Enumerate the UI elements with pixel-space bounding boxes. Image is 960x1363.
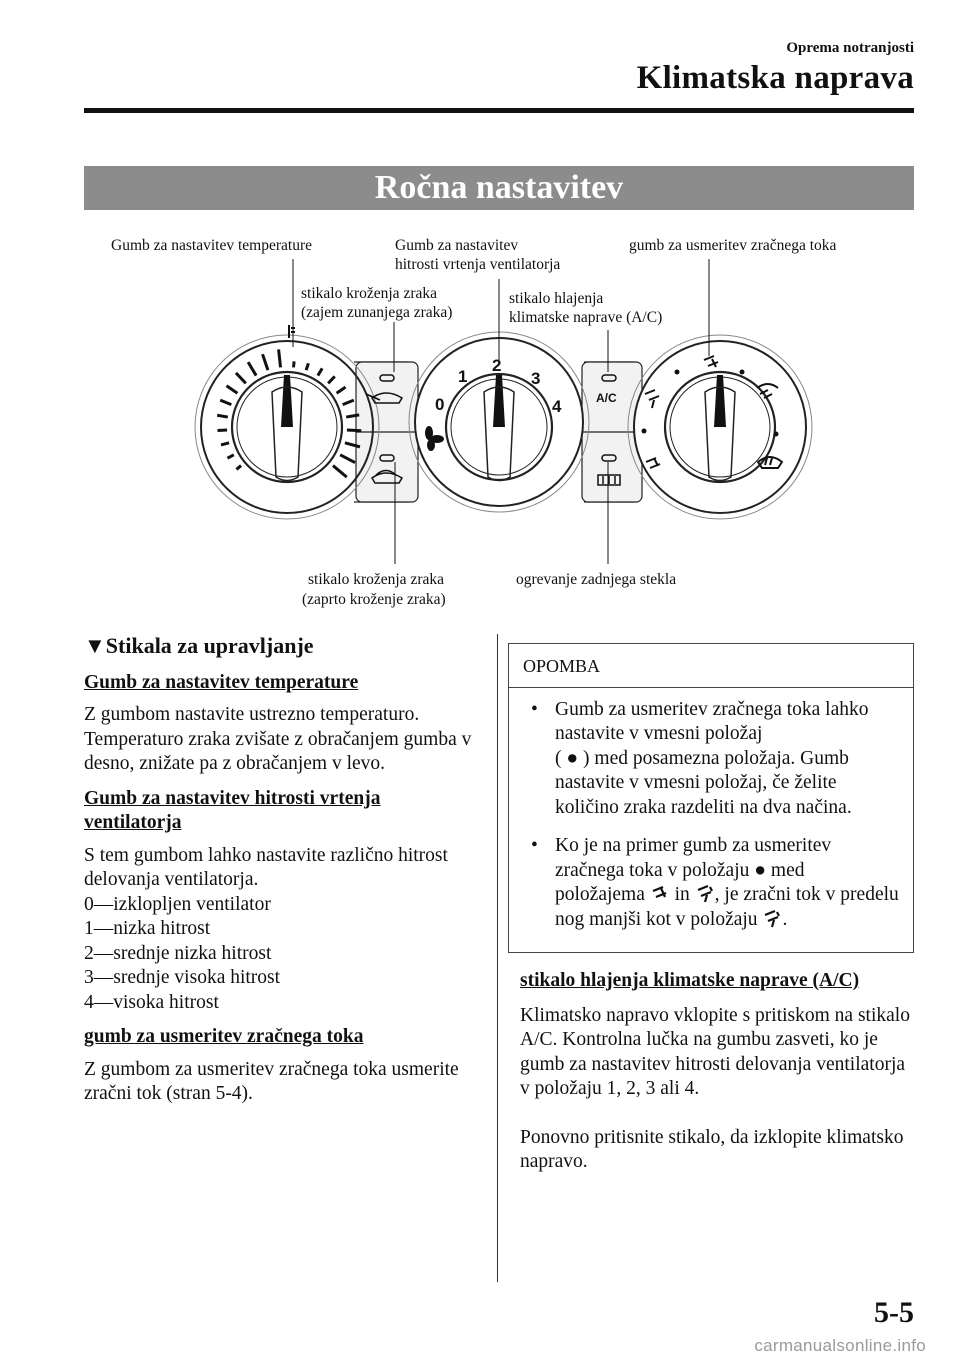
thermometer-icon	[289, 325, 295, 338]
rear-defrost-label: ogrevanje zadnjega stekla	[516, 571, 677, 588]
controls-heading: ▼Stikala za upravljanje	[84, 633, 314, 658]
fan-speed-0: 0	[435, 395, 445, 414]
temperature-tick	[347, 430, 361, 431]
temperature-tick	[227, 386, 238, 393]
mode-knob-text: Z gumbom za usmeritev zračnega toka usmerite zračni tok (stran 5-4).	[84, 1058, 459, 1104]
mode-knob-title: gumb za usmeritev zračnega toka	[84, 1026, 364, 1047]
mode-intermediate-dot	[642, 429, 647, 434]
temperature-tick	[248, 362, 256, 375]
temperature-tick	[333, 466, 347, 478]
fan-speed-item: 1—nizka hitrost	[84, 918, 211, 939]
temperature-tick	[279, 349, 281, 367]
fan-speed-4: 4	[552, 397, 562, 416]
temperature-tick	[220, 400, 231, 404]
temperature-tick	[263, 354, 268, 370]
fan-speed-item: 3—srednje visoka hitrost	[84, 967, 281, 988]
temperature-tick	[306, 363, 308, 370]
triangle-icon: ▼	[84, 633, 106, 658]
note-bullet: • Gumb za usmeritev zračnega toka lahko nastavite v vmesni položaj ( ● ) med posamezna položaja. Gumb nastavite v vmesni položaj, če želite količino zraka razdeliti na dva načina.	[531, 698, 899, 821]
section-name: Oprema notranjosti	[786, 40, 914, 56]
fan-knob-title: Gumb za nastavitev hitrosti vrtenja ventilatorja	[84, 787, 381, 833]
temperature-tick	[328, 376, 335, 383]
fan-knob-label-line1: Gumb za nastavitev	[395, 237, 519, 254]
fresh-air-label-line2: (zajem zunanjega zraka)	[301, 304, 453, 321]
recirc-label-line1: stikalo kroženja zraka	[308, 571, 444, 588]
fan-speed-item: 0—izklopljen ventilator	[84, 893, 271, 915]
mode-intermediate-dot	[740, 370, 745, 375]
temperature-tick	[236, 373, 246, 383]
note-bullet: • Ko je na primer gumb za usmeritev zračnega toka v položaju ● med položajema in , je zračni tok v predelu nog manjši kot v položaju .	[531, 834, 899, 932]
fan-knob-label-line2: hitrosti vrtenja ventilatorja	[395, 256, 561, 273]
intermediate-dot-icon: ●	[754, 859, 767, 881]
ac-label-line1: stikalo hlajenja	[509, 290, 604, 307]
temp-knob-title: Gumb za nastavitev temperature	[84, 671, 359, 693]
foot-vent-icon	[650, 885, 670, 903]
left-column	[84, 634, 479, 1107]
fan-speed-3: 3	[531, 369, 541, 388]
footer-watermark: carmanualsonline.info	[754, 1336, 926, 1355]
fan-speed-2: 2	[492, 356, 502, 375]
temperature-tick	[318, 368, 322, 375]
recirc-label-line2: (zaprto kroženje zraka)	[302, 591, 446, 608]
temperature-tick	[236, 466, 241, 470]
section-banner: Ročna nastavitev	[84, 166, 914, 210]
ac-switch-text: Klimatsko napravo vklopite s pritiskom na stikalo A/C. Kontrolna lučka na gumbu zasveti, ko je gumb za nastavitev hitrosti delovanja ventilatorja v položaju 1, 2, 3 ali 4.	[520, 1004, 910, 1099]
ac-label-line2: klimatske naprave (A/C)	[509, 309, 663, 326]
intermediate-dot-icon: ●	[566, 747, 579, 769]
temperature-tick	[343, 400, 354, 404]
mode-intermediate-dot	[675, 370, 680, 375]
fresh-air-label-line1: stikalo kroženja zraka	[301, 285, 437, 302]
bi-level-icon	[762, 910, 782, 928]
fan-knob-text: S tem gumbom lahko nastavite različno hitrost delovanja ventilatorja.	[84, 844, 448, 890]
column-divider	[497, 634, 498, 1282]
bi-level-icon	[695, 885, 715, 903]
ac-switch-text-2: Ponovno pritisnite stikalo, da izklopite klimatsko napravo.	[520, 1126, 904, 1172]
bullet-icon: •	[531, 835, 538, 856]
note-box	[508, 643, 914, 953]
fan-speed-item: 2—srednje nizka hitrost	[84, 942, 272, 964]
mode-knob-label: gumb za usmeritev zračnega toka	[629, 237, 837, 254]
bullet-icon: •	[531, 698, 538, 720]
right-column	[508, 643, 914, 1175]
note-title: OPOMBA	[509, 644, 913, 688]
climate-control-panel-figure	[84, 222, 914, 622]
temperature-tick	[337, 387, 346, 393]
page-title: Klimatska naprava	[636, 60, 914, 96]
temperature-tick	[340, 455, 355, 463]
temp-knob-text: Z gumbom nastavite ustrezno temperaturo. Temperaturo zraka zvišate z obračanjem gumba v desno, znižate pa z obračanjem v levo.	[84, 704, 472, 774]
ac-switch-title: stikalo hlajenja klimatske naprave (A/C)	[520, 970, 860, 991]
temp-knob-label: Gumb za nastavitev temperature	[111, 237, 312, 254]
page-number: 5-5	[874, 1296, 914, 1329]
temperature-tick	[293, 361, 294, 367]
ac-switch-label: A/C	[596, 391, 617, 405]
header-rule	[84, 108, 914, 113]
temperature-tick	[217, 415, 228, 417]
mode-intermediate-dot	[774, 432, 779, 437]
fan-speed-1: 1	[458, 367, 468, 386]
temperature-tick	[227, 455, 233, 458]
fan-speed-item: 4—visoka hitrost	[84, 991, 219, 1013]
temperature-tick	[221, 443, 229, 445]
